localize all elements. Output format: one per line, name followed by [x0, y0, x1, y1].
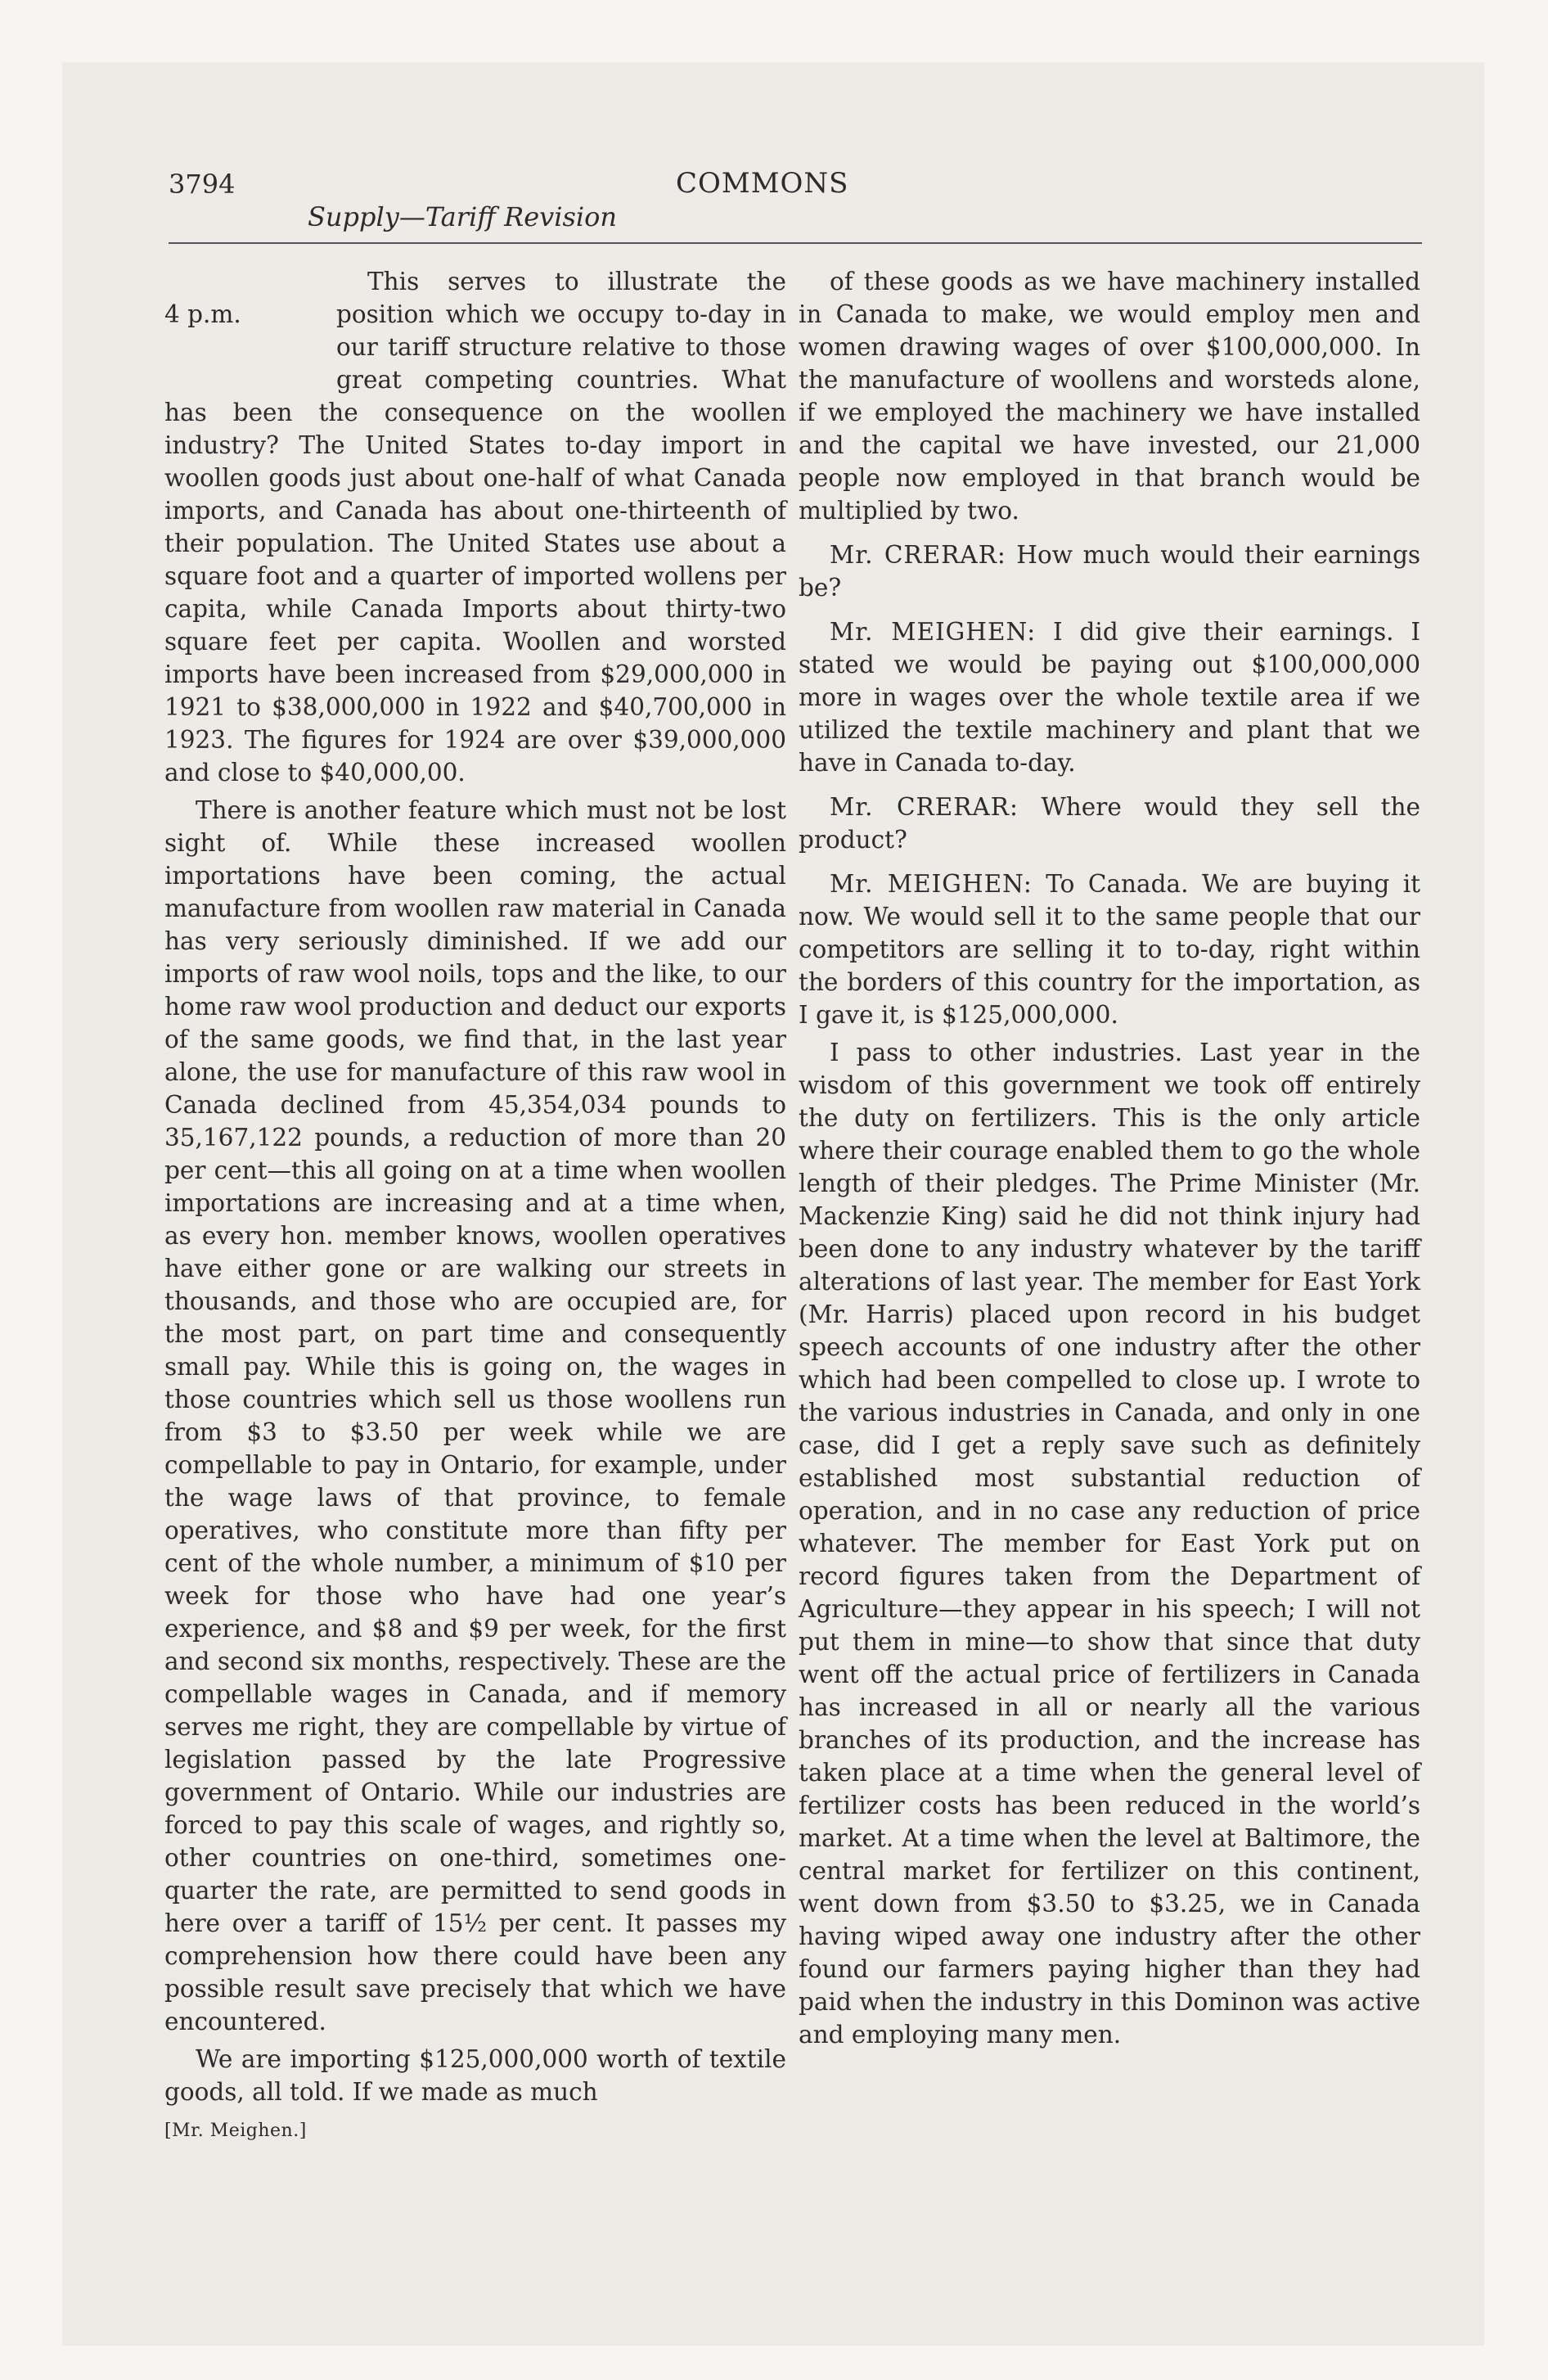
speech-paragraph — [799, 615, 1420, 779]
speaker-name: Mr. MEIGHEN: — [830, 870, 1033, 898]
paragraph: I pass to other industries. Last year in the wisdom of this government we took off entirely the duty on fertilizers. This is the only article where their courage enabled them to go the whole length of their pledges. The Prime Minister (Mr. Mackenzie King) said he did not think injury had been done to any industry whatever by the tariff alterations of last year. The member for East York (Mr. Harris) placed upon record in his budget speech accounts of one industry after the other which had been compelled to close up. I wrote to the various industries in Canada, and only in one case, did I get a reply save such as definitely established most substantial reduction of operation, and in no case any reduction of price whatever. The member for East York put on record figures taken from the Department of Agriculture—they appear in his speech; I will not put them in mine—to show that since that duty went off the actual price of fertilizers in Canada has increased in all or nearly all the various branches of its production, and the increase has taken place at a time when the general level of fertilizer costs has been reduced in the world’s market. At a time when the level at Baltimore, the central market for fertilizer on this continent, went down from $3.50 to $3.25, we in Canada having wiped away one industry after the other found our farmers paying higher than they had paid when the industry in this Dominon was active and employing many men. — [799, 1039, 1420, 2049]
page-number: 3794 — [169, 169, 236, 200]
paragraph: There is another feature which must not be lost sight of. While these increased woollen importations have been coming, the actual manufacture from woollen raw material in Canada has very seriously diminished. If we add our imports of raw wool noils, tops and the like, to our home raw wool production and deduct our exports of the same goods, we find that, in the last year alone, the use for manufacture of this raw wool in Canada declined from 45,354,034 pounds to 35,167,122 pounds, a reduction of more than 20 per cent—this all going on at a time when woollen importations are increasing and at a time when, as every hon. member knows, woollen operatives have either gone or are walking our streets in thousands, and those who are occupied are, for the most part, on part time and consequently small pay. While this is going on, the wages in those countries which sell us those woollens run from $3 to $3.50 per week while we are compellable to pay in Ontario, for example, under the wage laws of that province, to female operatives, who constitute more than fifty per cent of the whole number, a minimum of $10 per week for those who have had one year’s experience, and $8 and $9 per week, for the first and second six months, respectively. These are the compellable wages in Canada, and if memory serves me right, they are compellable by virtue of legislation passed by the late Progressive government of Ontario. While our industries are forced to pay this scale of wages, and rightly so, other countries on one-third, sometimes one-quarter the rate, are permitted to send goods in here over a tariff of 15½ per cent. It passes my comprehension how there could have been any possible result save precisely that which we have encountered. — [164, 796, 786, 2035]
speaker-signature: [Mr. Meighen.] — [164, 2121, 307, 2141]
paragraph: We are importing $125,000,000 worth of textile goods, all told. If we made as much — [164, 2045, 786, 2106]
journal-name: COMMONS — [676, 167, 849, 200]
speech-text: How much would their earnings be? — [799, 541, 1420, 602]
speaker-name: Mr. CRERAR: — [830, 541, 1006, 569]
speech-paragraph — [799, 791, 1420, 856]
left-column — [164, 265, 786, 2148]
paragraph-text: This serves to illustrate the position which we occupy to-day in our tariff structure relative to those great competing countries. What has been the consequence on the woollen industry? The United States to-day import in woollen goods just about one-half of what Canada imports, and Canada has about one-thirteenth of their population. The United States use about a square foot and a quarter of imported wollens per capita, while Canada Imports about thirty-two square feet per capita. Woollen and worsted imports have been increased from $29,000,000 in 1921 to $38,000,000 in 1922 and $40,700,000 in 1923. The figures for 1924 are over $39,000,000 and close to $40,000,00. — [164, 268, 786, 787]
speech-text: Where would they sell the product? — [799, 793, 1420, 854]
header-rule — [169, 242, 1422, 244]
speech-paragraph — [799, 868, 1420, 1031]
page-sheet — [62, 62, 1484, 2346]
time-marker: 4 p.m. — [164, 300, 241, 328]
speech-text: To Canada. We are buying it now. We would sell it to the same people that our competitors are selling it to to-day, right within the borders of this country for the importation, as I gave it, is $125,000,000. — [799, 870, 1420, 1029]
right-column — [799, 265, 1420, 2051]
speaker-name: Mr. CRERAR: — [830, 793, 1019, 821]
speaker-name: Mr. MEIGHEN: — [830, 618, 1037, 646]
paragraph — [164, 265, 786, 789]
section-title: Supply—Tariff Revision — [308, 201, 617, 232]
paragraph: of these goods as we have machinery installed in Canada to make, we would employ men and women drawing wages of over $100,000,000. In the manufacture of woollens and worsteds alone, if we employed the machinery we have installed and the capital we have invested, our 21,000 people now employed in that branch would be multiplied by two. — [799, 268, 1420, 525]
speech-paragraph — [799, 539, 1420, 604]
speech-text: I did give their earnings. I stated we would be paying out $100,000,000 more in wages over the whole textile area if we utilized the textile machinery and plant that we have in Canada to-day. — [799, 618, 1420, 777]
